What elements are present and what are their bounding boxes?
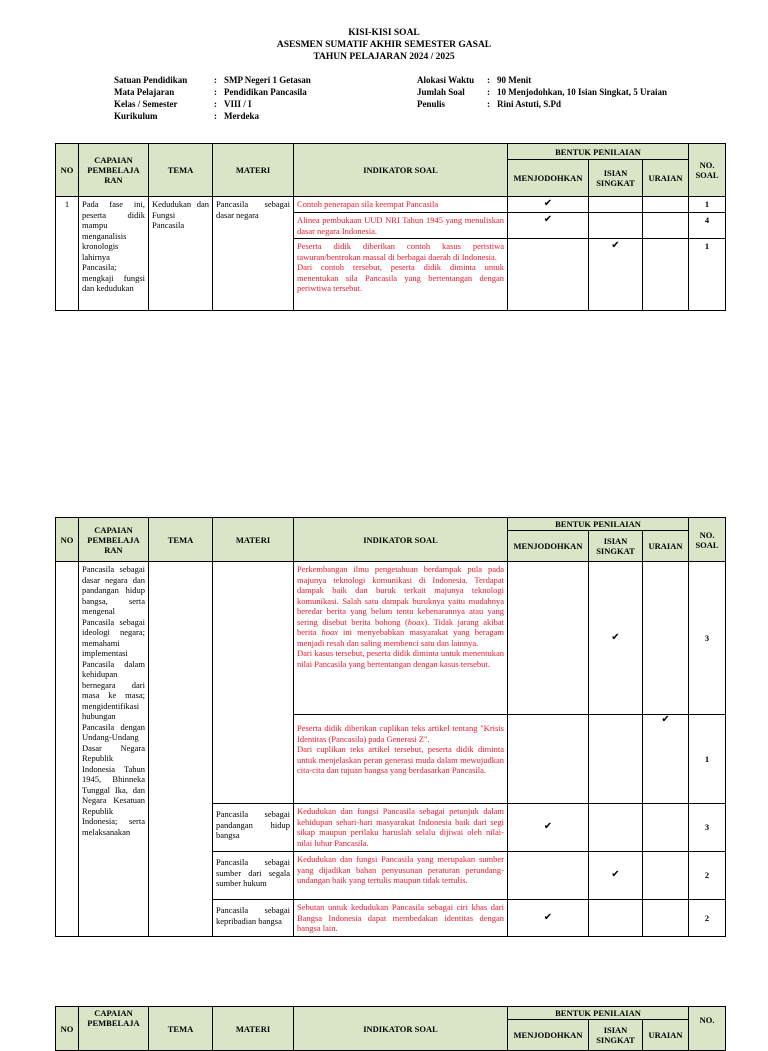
indikator-cell: Alinea pembukaan UUD NRI Tahun 1945 yang menuliskan dasar negara Indonesia. [294, 213, 508, 239]
check-mark: ✔ [508, 900, 589, 937]
tema-cell: Kedudukan dan Fungsi Pancasila [149, 197, 213, 311]
info-value: 90 Menit [497, 75, 532, 85]
indikator-text: Peserta didik diberikan cuplikan teks artikel tentang "Krisis Identitas (Pancasila) pada Generasi Z". [297, 723, 504, 744]
check-mark: ✔ [508, 213, 589, 239]
header-capaian: CAPAIAN PEMBELAJA RAN [79, 518, 149, 562]
header-tema: TEMA [149, 518, 213, 562]
header-capaian: CAPAIAN PEMBELAJA [79, 1007, 149, 1051]
check-mark: ✔ [589, 562, 643, 715]
info-value: Rini Astuti, S.Pd [497, 99, 562, 109]
kisi-table-3 [55, 1006, 726, 1051]
kisi-table-1 [55, 143, 726, 311]
no-soal-cell: 1 [689, 715, 726, 804]
tema-cell [149, 562, 213, 937]
indikator-part: ). Tidak jarang akibat berita [297, 616, 504, 637]
no-soal-cell: 2 [689, 852, 726, 900]
check-mark: ✔ [508, 197, 589, 213]
doc-title-2: ASESMEN SUMATIF AKHIR SEMESTER GASAL [276, 40, 492, 50]
colon: : [214, 99, 217, 109]
check-mark: ✔ [589, 239, 643, 311]
header-menjodohkan: MENJODOHKAN [508, 1020, 589, 1051]
empty-cell [643, 239, 689, 311]
header-isian: ISIAN SINGKAT [589, 1020, 643, 1051]
colon: : [487, 99, 490, 109]
header-tema: TEMA [149, 1007, 213, 1051]
materi-cell: Pancasila sebagai sumber dari segala sumber hukum [213, 852, 294, 900]
header-uraian: URAIAN [643, 531, 689, 562]
header-capaian: CAPAIAN PEMBELAJA RAN [79, 144, 149, 197]
empty-cell [508, 852, 589, 900]
info-value: 10 Menjodohkan, 10 Isian Singkat, 5 Uraian [497, 87, 668, 97]
header-menjodohkan: MENJODOHKAN [508, 160, 589, 197]
info-value: SMP Negeri 1 Getasan [224, 75, 311, 85]
info-value: Merdeka [224, 111, 259, 121]
row-no: 1 [56, 197, 79, 311]
empty-cell [508, 562, 589, 715]
no-soal-cell: 4 [689, 213, 726, 239]
header-materi: MATERI [213, 1007, 294, 1051]
info-value: VIII / I [224, 99, 252, 109]
kisi-table-2 [55, 517, 726, 937]
no-soal-cell: 1 [689, 239, 726, 311]
header-menjodohkan: MENJODOHKAN [508, 531, 589, 562]
header-uraian: URAIAN [643, 160, 689, 197]
no-soal-cell: 3 [689, 804, 726, 852]
info-label: Jumlah Soal [417, 87, 465, 97]
empty-cell [589, 804, 643, 852]
info-label: Alokasi Waktu [417, 75, 475, 85]
no-soal-cell: 2 [689, 900, 726, 937]
check-mark: ✔ [508, 804, 589, 852]
indikator-part: ini menyebabkan masyarakat yang beragam menjadi resah dan saling membenci satu dan lainnya. [297, 627, 504, 648]
empty-cell [643, 804, 689, 852]
no-soal-cell: 1 [689, 197, 726, 213]
header-no-soal: NO. [689, 1007, 726, 1051]
header-no-soal: NO. SOAL [689, 518, 726, 562]
header-isian: ISIAN SINGKAT [589, 160, 643, 197]
header-bentuk: BENTUK PENILAIAN [508, 1007, 689, 1020]
indikator-cell: Sebutan untuk kedudukan Pancasila sebagai ciri khas dari Bangsa Indonesia dapat membedakan identitas dengan bangsa lain. [294, 900, 508, 937]
empty-cell [589, 900, 643, 937]
empty-cell [589, 715, 643, 804]
header-indikator: INDIKATOR SOAL [294, 518, 508, 562]
materi-cell [213, 562, 294, 804]
header-bentuk: BENTUK PENILAIAN [508, 518, 689, 531]
info-right [417, 74, 667, 110]
info-label: Satuan Pendidikan [114, 75, 188, 85]
header-bentuk: BENTUK PENILAIAN [508, 144, 689, 160]
indikator-cell [294, 715, 508, 804]
indikator-cell [294, 239, 508, 311]
colon: : [214, 111, 217, 121]
no-soal-cell: 3 [689, 562, 726, 715]
indikator-text: Peserta didik diberikan contoh kasus peristiwa tawuran/bentrokan massal di berbagai daerah di Indonesia. [297, 241, 504, 262]
indikator-text-2: Dari contoh tersebut, peserta didik diminta untuk menentukan sila Pancasila yang bertentangan dengan periwtiwa tersebut. [297, 262, 504, 293]
header-no-soal: NO. SOAL [689, 144, 726, 197]
info-label: Kelas / Semester [114, 99, 178, 109]
info-label: Penulis [417, 99, 446, 109]
empty-cell [508, 715, 589, 804]
colon: : [214, 75, 217, 85]
header-tema: TEMA [149, 144, 213, 197]
colon: : [487, 87, 490, 97]
info-label: Mata Pelajaran [114, 87, 175, 97]
empty-cell [643, 852, 689, 900]
header-isian: ISIAN SINGKAT [589, 531, 643, 562]
capaian-cell: Pancasila sebagai dasar negara dan pandangan hidup bangsa, serta mengenal Pancasila sebagai ideologi negara; memahami implementasi Pancasila dalam kehidupan bernegara dari masa ke masa; mengidentifikasi hubungan Pancasila dengan Undang-Undang Dasar Negara Republik Indonesia Tahun 1945, Bhinneka Tunggal Ika, dan Negara Kesatuan Republik Indonesia; serta melaksanakan [79, 562, 149, 937]
empty-cell [508, 239, 589, 311]
empty-cell [589, 213, 643, 239]
row-no [56, 562, 79, 937]
info-value: Pendidikan Pancasila [224, 87, 307, 97]
indikator-text-2: Dari kasus tersebut, peserta didik diminta untuk menentukan nilai Pancasila yang bertentangan dengan kasus tersebut. [297, 648, 504, 669]
indikator-part: Perkembangan ilmu pengetahuan berdampak pula pada majunya teknologi komunikasi di Indonesia. Terdapat dampak baik dan buruk terkait majunya teknologi komunikasi. Salah satu dampak buruknya yaitu mudahnya beredar berita yang belum tentu kebenarannya atau yang sering disebut berita bohong ( [297, 564, 504, 627]
empty-cell [643, 197, 689, 213]
header-no: NO [56, 1007, 79, 1051]
materi-cell: Pancasila sebagai pandangan hidup bangsa [213, 804, 294, 852]
empty-cell [643, 562, 689, 715]
check-mark: ✔ [589, 852, 643, 900]
indikator-cell: Kedudukan dan fungsi Pancasila sebagai petunjuk dalam kehidupan sehari-hari masyarakat Indonesia baik dari segi sikap maupun perilaku haruslah selalu dijiwai oleh nilai-nilai luhur Pancasila. [294, 804, 508, 852]
header-indikator: INDIKATOR SOAL [294, 144, 508, 197]
doc-title-1: KISI-KISI SOAL [348, 28, 420, 38]
capaian-cell: Pada fase ini, peserta didik mampu menganalisis kronologis lahirnya Pancasila; mengkaji fungsi dan kedudukan [79, 197, 149, 311]
header-indikator: INDIKATOR SOAL [294, 1007, 508, 1051]
doc-title-3: TAHUN PELAJARAN 2024 / 2025 [313, 52, 455, 62]
check-mark: ✔ [643, 715, 689, 804]
indikator-cell: Contoh penerapan sila keempat Pancasila [294, 197, 508, 213]
empty-cell [643, 213, 689, 239]
indikator-text [297, 564, 504, 648]
header-no: NO [56, 518, 79, 562]
hoax-word: hoax [407, 616, 425, 627]
header-materi: MATERI [213, 144, 294, 197]
materi-cell: Pancasila sebagai kepribadian bangsa [213, 900, 294, 937]
indikator-text-2: Dari cuplikan teks artikel tersebut, peserta didik diminta untuk menjelaskan peran generasi muda dalam mewujudkan cita-cita dan tujuan bangsa yang berdasarkan Pancasila. [297, 744, 504, 775]
empty-cell [643, 900, 689, 937]
indikator-cell [294, 562, 508, 715]
header-no: NO [56, 144, 79, 197]
colon: : [214, 87, 217, 97]
hoax-word: hoax [321, 627, 338, 637]
header-uraian: URAIAN [643, 1020, 689, 1051]
info-label: Kurikulum [114, 111, 158, 121]
colon: : [487, 75, 490, 85]
materi-cell: Pancasila sebagai dasar negara [213, 197, 294, 311]
empty-cell [589, 197, 643, 213]
info-left [114, 74, 311, 122]
indikator-cell: Kedudukan dan fungsi Pancasila yang merupakan sumber yang dijadikan bahan penyusunan peraturan perundang-undangan baik yang tertulis maupun tidak tertulis. [294, 852, 508, 900]
header-materi: MATERI [213, 518, 294, 562]
